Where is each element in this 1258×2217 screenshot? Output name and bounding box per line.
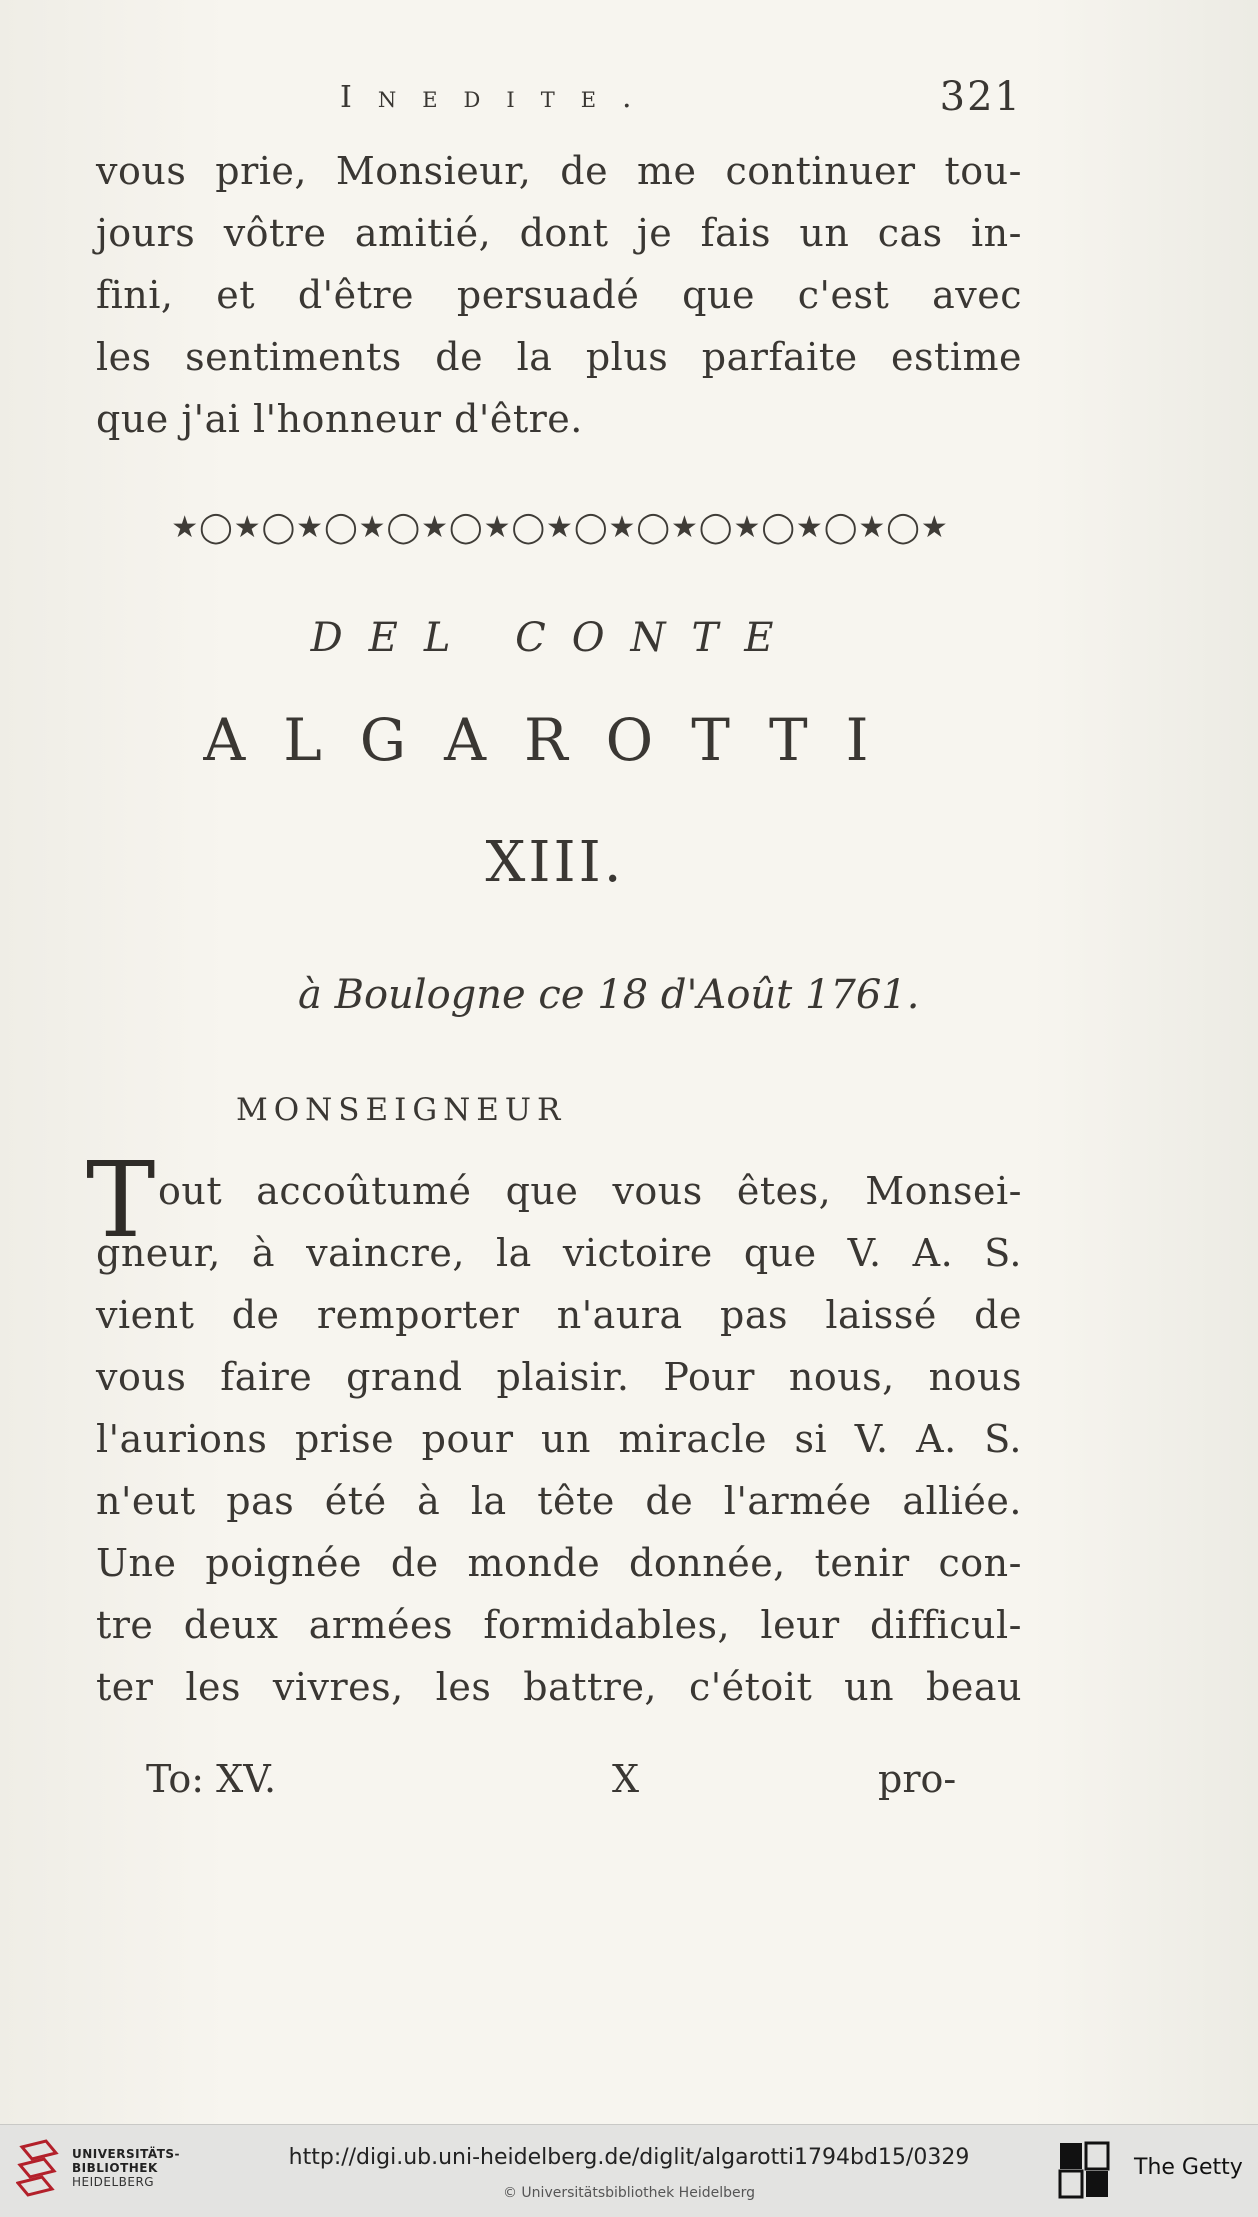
text-line: vous prie, Monsieur, de me continuer tou- [96,149,1022,193]
text-line: out accoûtumé que vous êtes, Monsei- [158,1169,1022,1213]
dateline: à Boulogne ce 18 d'Août 1761. [298,972,920,1018]
library-name-line: HEIDELBERG [72,2175,155,2189]
letter-author-name: ALGAROTTI [203,706,907,774]
text-line: gneur, à vaincre, la victoire que V. A. S. [96,1231,1022,1275]
copyright-notice: © Universitätsbibliothek Heidelberg [502,2185,755,2201]
getty-logo-icon [1058,2141,1110,2199]
page-footer [146,1748,966,1810]
text-line: jours vôtre amitié, dont je fais un cas in- [96,211,1022,255]
page-number: 321 [939,74,1022,120]
text-line: les sentiments de la plus parfaite estime [96,335,1022,379]
library-name-line: BIBLIOTHEK [72,2161,158,2175]
library-name-line: UNIVERSITÄTS- [72,2147,181,2161]
text-line: tre deux armées formidables, leur difficul- [96,1603,1022,1647]
text-line: que j'ai l'honneur d'être. [96,397,583,441]
letter-body [96,1160,1022,1718]
library-banner [0,2124,1258,2217]
text-line: n'eut pas été à la tête de l'armée alliée. [96,1479,1022,1523]
catchword: pro- [878,1757,957,1801]
signature-mark: To: XV. [146,1757,277,1801]
text-line: fini, et d'être persuadé que c'est avec [96,273,1022,317]
drop-cap: T [86,1139,156,1261]
text-line: ter les vivres, les battre, c'étoit un beau [96,1665,1022,1709]
text-line: l'aurions prise pour un miracle si V. A. S. [96,1417,1022,1461]
running-head-title: Inedite. [340,79,658,115]
continuation-paragraph [96,140,1022,450]
letter-author-prefix: DEL CONTE [310,615,800,661]
text-line: Une poignée de monde donnée, tenir con- [96,1541,1022,1585]
running-head [340,72,1022,122]
text-line: vous faire grand plaisir. Pour nous, nous [96,1355,1022,1399]
permalink-url[interactable]: http://digi.ub.uni-heidelberg.de/diglit/algarotti1794bd15/0329 [288,2145,970,2170]
sheet-mark: X [612,1757,640,1801]
letter-number: XIII. [485,830,625,895]
ornamental-rule: ★◯★◯★◯★◯★◯★◯★◯★◯★◯★◯★◯★◯★ [171,510,949,545]
text-line: vient de remporter n'aura pas laissé de [96,1293,1022,1337]
salutation: MONSEIGNEUR [236,1092,567,1128]
partner-name[interactable]: The Getty [1134,2155,1243,2180]
